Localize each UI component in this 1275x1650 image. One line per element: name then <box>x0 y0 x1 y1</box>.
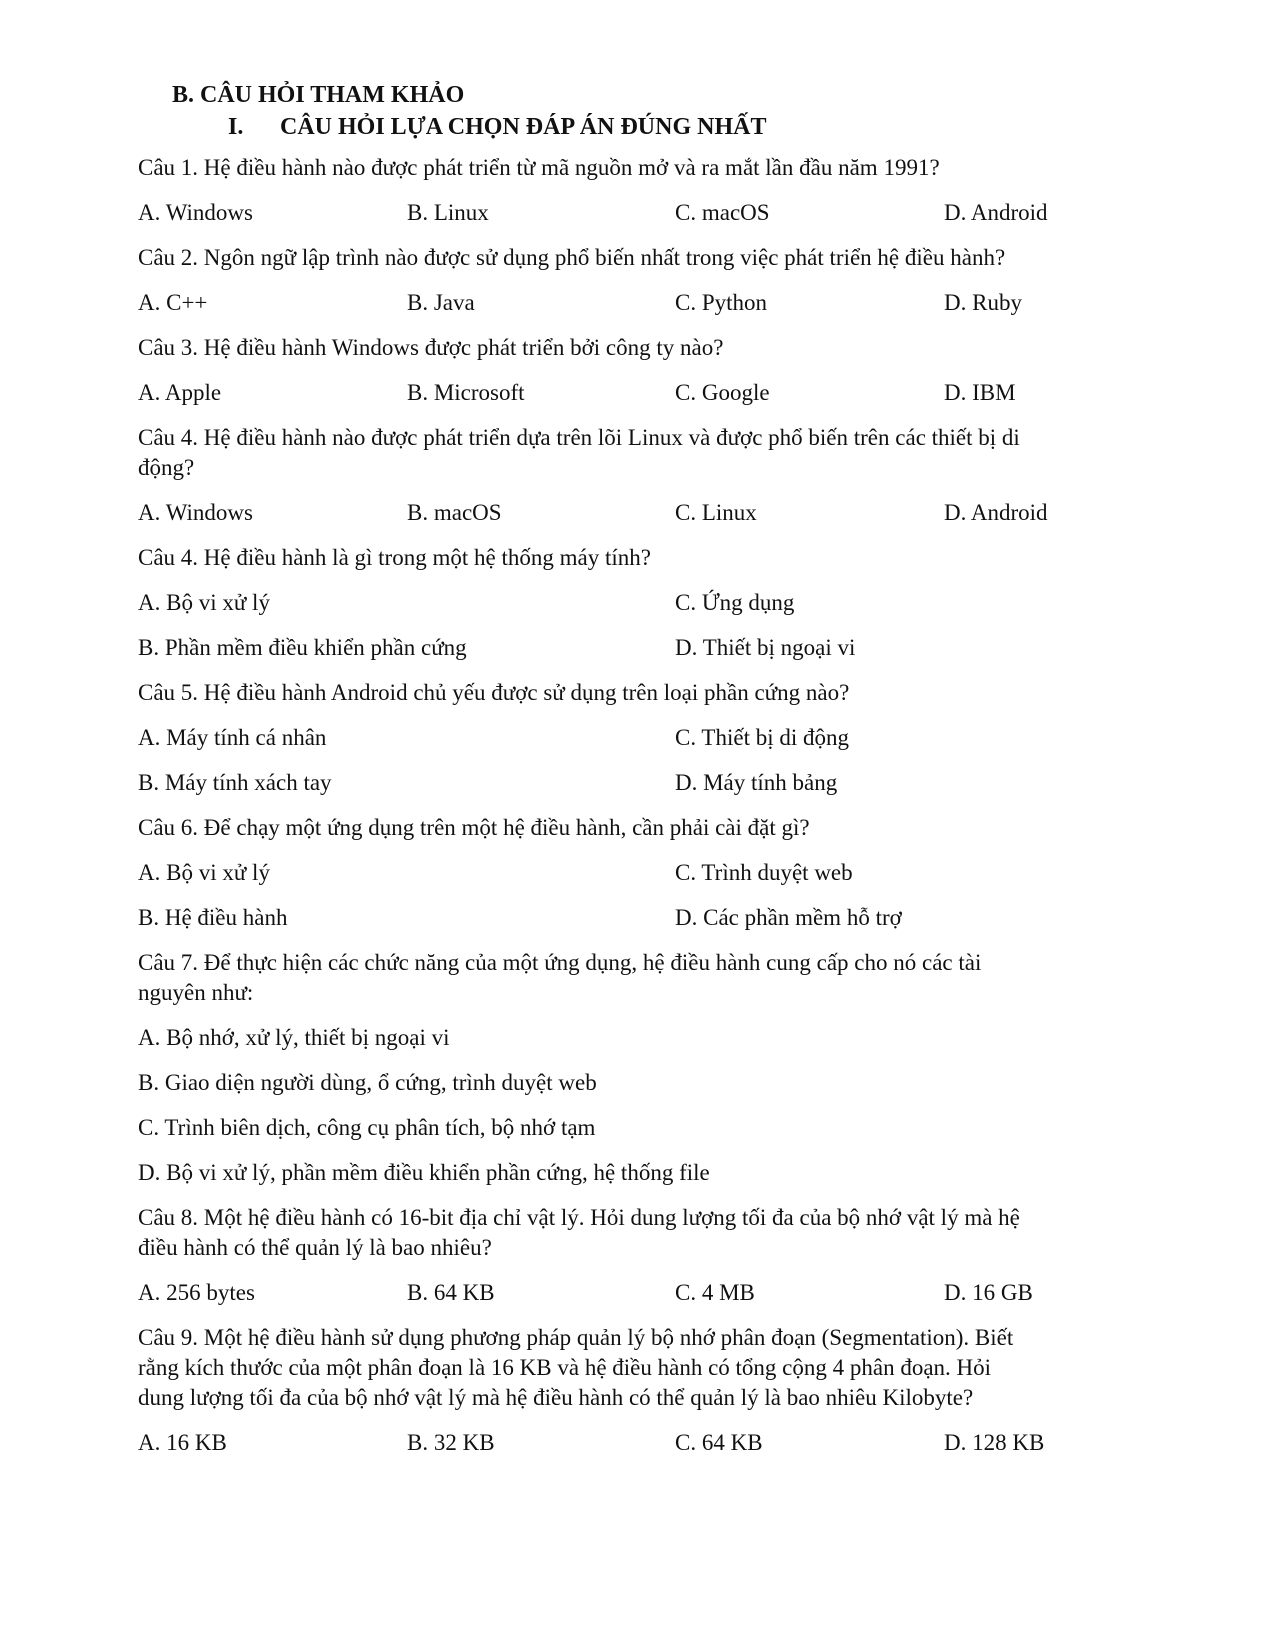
question-3-option-a: A. Apple <box>138 380 222 405</box>
question-7-option-c: C. Trình biên dịch, công cụ phân tích, bộ nhớ tạm <box>138 1115 596 1140</box>
question-2-option-a: A. C++ <box>138 290 208 315</box>
question-1-option-a: A. Windows <box>138 200 253 225</box>
question-2-option-b: B. Java <box>407 290 475 315</box>
question-8-text-line-1: Câu 8. Một hệ điều hành có 16-bit địa chỉ vật lý. Hỏi dung lượng tối đa của bộ nhớ vật lý mà hệ <box>138 1205 1020 1230</box>
section-title: B. CÂU HỎI THAM KHẢO <box>172 82 465 108</box>
question-8-option-b: B. 64 KB <box>407 1280 495 1305</box>
question-4b-option-d: D. Thiết bị ngoại vi <box>675 635 856 660</box>
question-8-option-c: C. 4 MB <box>675 1280 755 1305</box>
question-4-option-c: C. Linux <box>675 500 757 525</box>
question-6-option-b: B. Hệ điều hành <box>138 905 288 930</box>
question-4-option-d: D. Android <box>944 500 1048 525</box>
question-9-text-line-2: rằng kích thước của một phân đoạn là 16 KB và hệ điều hành có tổng cộng 4 phân đoạn. Hỏi <box>138 1355 992 1380</box>
subsection-number: I. <box>228 114 244 140</box>
question-8-text-line-2: điều hành có thể quản lý là bao nhiêu? <box>138 1235 492 1260</box>
question-8-option-d: D. 16 GB <box>944 1280 1033 1305</box>
question-6-option-d: D. Các phần mềm hỗ trợ <box>675 905 902 930</box>
question-9-text-line-1: Câu 9. Một hệ điều hành sử dụng phương pháp quản lý bộ nhớ phân đoạn (Segmentation). Biết <box>138 1325 1014 1350</box>
question-4b-option-c: C. Ứng dụng <box>675 590 795 615</box>
question-5-option-c: C. Thiết bị di động <box>675 725 849 750</box>
question-5-text: Câu 5. Hệ điều hành Android chủ yếu được sử dụng trên loại phần cứng nào? <box>138 680 850 705</box>
question-4-option-a: A. Windows <box>138 500 253 525</box>
question-4-option-b: B. macOS <box>407 500 502 525</box>
question-9-option-d: D. 128 KB <box>944 1430 1045 1455</box>
question-9-option-a: A. 16 KB <box>138 1430 227 1455</box>
question-2-option-d: D. Ruby <box>944 290 1022 315</box>
question-9-text-line-3: dung lượng tối đa của bộ nhớ vật lý mà hệ điều hành có thể quản lý là bao nhiêu Kilobyte? <box>138 1385 974 1410</box>
question-7-text-line-1: Câu 7. Để thực hiện các chức năng của một ứng dụng, hệ điều hành cung cấp cho nó các tài <box>138 950 982 975</box>
question-5-option-a: A. Máy tính cá nhân <box>138 725 327 750</box>
question-3-option-c: C. Google <box>675 380 770 405</box>
question-4b-option-b: B. Phần mềm điều khiển phần cứng <box>138 635 467 660</box>
question-1-option-b: B. Linux <box>407 200 489 225</box>
question-2-text: Câu 2. Ngôn ngữ lập trình nào được sử dụng phổ biến nhất trong việc phát triển hệ điều hành? <box>138 245 1006 270</box>
question-4b-option-a: A. Bộ vi xử lý <box>138 590 270 615</box>
question-4-text-line-1: Câu 4. Hệ điều hành nào được phát triển dựa trên lõi Linux và được phổ biến trên các thiết bị di <box>138 425 1020 450</box>
question-4-text-line-2: động? <box>138 455 195 480</box>
question-6-text: Câu 6. Để chạy một ứng dụng trên một hệ điều hành, cần phải cài đặt gì? <box>138 815 810 840</box>
question-9-option-b: B. 32 KB <box>407 1430 495 1455</box>
question-7-text-line-2: nguyên như: <box>138 980 254 1005</box>
question-6-option-a: A. Bộ vi xử lý <box>138 860 270 885</box>
question-5-option-b: B. Máy tính xách tay <box>138 770 332 795</box>
question-9-option-c: C. 64 KB <box>675 1430 763 1455</box>
question-2-option-c: C. Python <box>675 290 768 315</box>
question-8-option-a: A. 256 bytes <box>138 1280 255 1305</box>
question-1-option-d: D. Android <box>944 200 1048 225</box>
question-1-text: Câu 1. Hệ điều hành nào được phát triển từ mã nguồn mở và ra mắt lần đầu năm 1991? <box>138 155 940 180</box>
question-6-option-c: C. Trình duyệt web <box>675 860 853 885</box>
question-7-option-d: D. Bộ vi xử lý, phần mềm điều khiển phần cứng, hệ thống file <box>138 1160 710 1185</box>
question-7-option-a: A. Bộ nhớ, xử lý, thiết bị ngoại vi <box>138 1025 450 1050</box>
question-5-option-d: D. Máy tính bảng <box>675 770 838 795</box>
question-1-option-c: C. macOS <box>675 200 770 225</box>
question-7-option-b: B. Giao diện người dùng, ổ cứng, trình duyệt web <box>138 1070 597 1095</box>
subsection-title: CÂU HỎI LỰA CHỌN ĐÁP ÁN ĐÚNG NHẤT <box>280 114 767 140</box>
subsection-heading <box>228 114 766 141</box>
question-4b-text: Câu 4. Hệ điều hành là gì trong một hệ thống máy tính? <box>138 545 651 570</box>
question-3-text: Câu 3. Hệ điều hành Windows được phát triển bởi công ty nào? <box>138 335 724 360</box>
question-3-option-d: D. IBM <box>944 380 1016 405</box>
question-3-option-b: B. Microsoft <box>407 380 525 405</box>
